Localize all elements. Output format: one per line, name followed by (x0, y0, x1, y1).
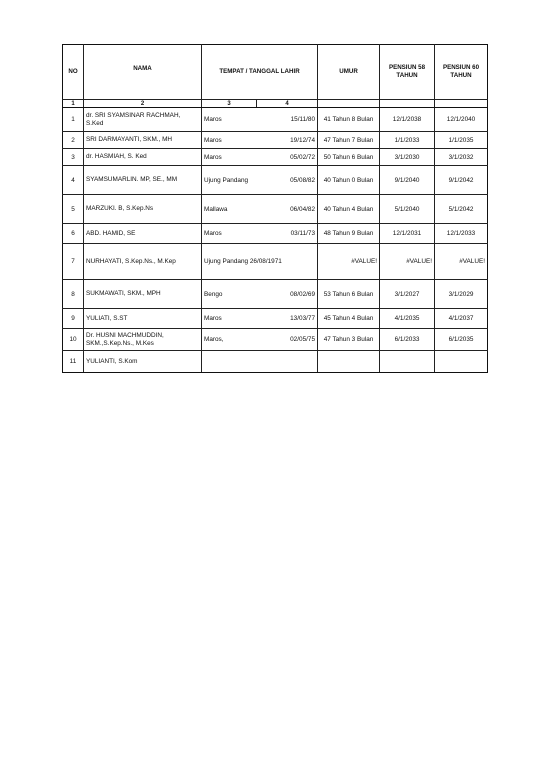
cell-no: 1 (63, 108, 84, 132)
cell-no: 6 (63, 224, 84, 244)
cell-umur: 40 Tahun 4 Bulan (318, 195, 380, 224)
cell-nama: MARZUKI. B, S.Kep.Ns (84, 195, 202, 224)
cell-pensiun-58: 3/1/2030 (380, 149, 435, 166)
cell-no: 10 (63, 329, 84, 351)
col-number: 1 (63, 100, 84, 108)
cell-nama: SYAMSUMARLIN. MP, SE., MM (84, 166, 202, 195)
cell-nama: dr. SRI SYAMSINAR RACHMAH, S.Ked (84, 108, 202, 132)
header-tempat-tanggal-lahir: TEMPAT / TANGGAL LAHIR (202, 45, 318, 100)
cell-nama: Dr. HUSNI MACHMUDDIN, SKM.,S.Kep.Ns., M.Kes (84, 329, 202, 351)
header-pensiun-58: PENSIUN 58 TAHUN (380, 45, 435, 100)
cell-tempat-lahir: Bengo (202, 280, 257, 309)
cell-nama: ABD. HAMID, SE (84, 224, 202, 244)
cell-pensiun-60: 3/1/2032 (435, 149, 488, 166)
cell-no: 2 (63, 132, 84, 149)
cell-umur: 53 Tahun 6 Bulan (318, 280, 380, 309)
cell-tempat-lahir: Maros (202, 108, 257, 132)
cell-tempat-lahir: Maros, (202, 329, 257, 351)
header-row (63, 45, 488, 100)
cell-tanggal-lahir: 03/11/73 (257, 224, 318, 244)
cell-no: 11 (63, 351, 84, 373)
cell-umur: 47 Tahun 7 Bulan (318, 132, 380, 149)
cell-pensiun-60: 5/1/2042 (435, 195, 488, 224)
header-umur: UMUR (318, 45, 380, 100)
col-number: 2 (84, 100, 202, 108)
col-number: 4 (257, 100, 318, 108)
cell-pensiun-58: 1/1/2033 (380, 132, 435, 149)
header-nama: NAMA (84, 45, 202, 100)
cell-pensiun-58 (380, 351, 435, 373)
table-row (63, 108, 488, 132)
cell-pensiun-58: 6/1/2033 (380, 329, 435, 351)
cell-umur: 48 Tahun 9 Bulan (318, 224, 380, 244)
cell-umur: #VALUE! (318, 244, 380, 280)
cell-pensiun-60: 12/1/2033 (435, 224, 488, 244)
cell-pensiun-60: 9/1/2042 (435, 166, 488, 195)
table-row (63, 149, 488, 166)
header-pensiun-60: PENSIUN 60 TAHUN (435, 45, 488, 100)
table-row (63, 166, 488, 195)
cell-tanggal-lahir: 13/03/77 (257, 309, 318, 329)
cell-tempat-lahir: Maros (202, 132, 257, 149)
cell-pensiun-58: 5/1/2040 (380, 195, 435, 224)
cell-nama: SUKMAWATI, SKM., MPH (84, 280, 202, 309)
cell-tanggal-lahir (257, 351, 318, 373)
cell-umur: 50 Tahun 6 Bulan (318, 149, 380, 166)
cell-pensiun-60: 6/1/2035 (435, 329, 488, 351)
table-row (63, 280, 488, 309)
cell-pensiun-58: 3/1/2027 (380, 280, 435, 309)
cell-pensiun-60: 1/1/2035 (435, 132, 488, 149)
table-row (63, 224, 488, 244)
cell-nama: SRI DARMAYANTI, SKM., MH (84, 132, 202, 149)
cell-tanggal-lahir: 19/12/74 (257, 132, 318, 149)
cell-nama: YULIATI, S.ST (84, 309, 202, 329)
cell-umur: 41 Tahun 8 Bulan (318, 108, 380, 132)
col-number: 3 (202, 100, 257, 108)
cell-tanggal-lahir: 08/02/69 (257, 280, 318, 309)
col-number-empty (318, 100, 380, 108)
cell-umur: 40 Tahun 0 Bulan (318, 166, 380, 195)
cell-umur: 45 Tahun 4 Bulan (318, 309, 380, 329)
cell-nama: YULIANTI, S.Kom (84, 351, 202, 373)
cell-no: 8 (63, 280, 84, 309)
cell-pensiun-58: 9/1/2040 (380, 166, 435, 195)
cell-tanggal-lahir: 15/11/80 (257, 108, 318, 132)
cell-pensiun-58: 12/1/2038 (380, 108, 435, 132)
cell-tempat-lahir: Ujung Pandang 26/08/1971 (202, 244, 318, 280)
cell-tempat-lahir: Maros (202, 224, 257, 244)
table-row (63, 351, 488, 373)
cell-tempat-lahir: Maros (202, 309, 257, 329)
table-row (63, 132, 488, 149)
table-row (63, 195, 488, 224)
cell-tempat-lahir (202, 351, 257, 373)
cell-tanggal-lahir: 02/05/75 (257, 329, 318, 351)
cell-no: 7 (63, 244, 84, 280)
cell-tanggal-lahir: 05/02/72 (257, 149, 318, 166)
cell-no: 4 (63, 166, 84, 195)
cell-pensiun-60: 4/1/2037 (435, 309, 488, 329)
cell-nama: NURHAYATI, S.Kep.Ns., M.Kep (84, 244, 202, 280)
cell-tempat-lahir: Mallawa (202, 195, 257, 224)
cell-pensiun-58: #VALUE! (380, 244, 435, 280)
cell-tanggal-lahir: 05/08/82 (257, 166, 318, 195)
cell-pensiun-60: 3/1/2029 (435, 280, 488, 309)
header-no: NO (63, 45, 84, 100)
cell-nama: dr. HASMIAH, S. Ked (84, 149, 202, 166)
cell-pensiun-60: 12/1/2040 (435, 108, 488, 132)
col-number-empty (435, 100, 488, 108)
cell-pensiun-58: 12/1/2031 (380, 224, 435, 244)
cell-tempat-lahir: Ujung Pandang (202, 166, 257, 195)
cell-umur: 47 Tahun 3 Bulan (318, 329, 380, 351)
cell-no: 3 (63, 149, 84, 166)
cell-pensiun-58: 4/1/2035 (380, 309, 435, 329)
col-number-empty (380, 100, 435, 108)
cell-no: 9 (63, 309, 84, 329)
table-row (63, 309, 488, 329)
cell-pensiun-60 (435, 351, 488, 373)
cell-tempat-lahir: Maros (202, 149, 257, 166)
column-number-row (63, 100, 488, 108)
table-row (63, 244, 488, 280)
cell-pensiun-60: #VALUE! (435, 244, 488, 280)
table-row (63, 329, 488, 351)
cell-umur (318, 351, 380, 373)
cell-tanggal-lahir: 06/04/82 (257, 195, 318, 224)
employee-pension-table (62, 44, 488, 373)
cell-no: 5 (63, 195, 84, 224)
